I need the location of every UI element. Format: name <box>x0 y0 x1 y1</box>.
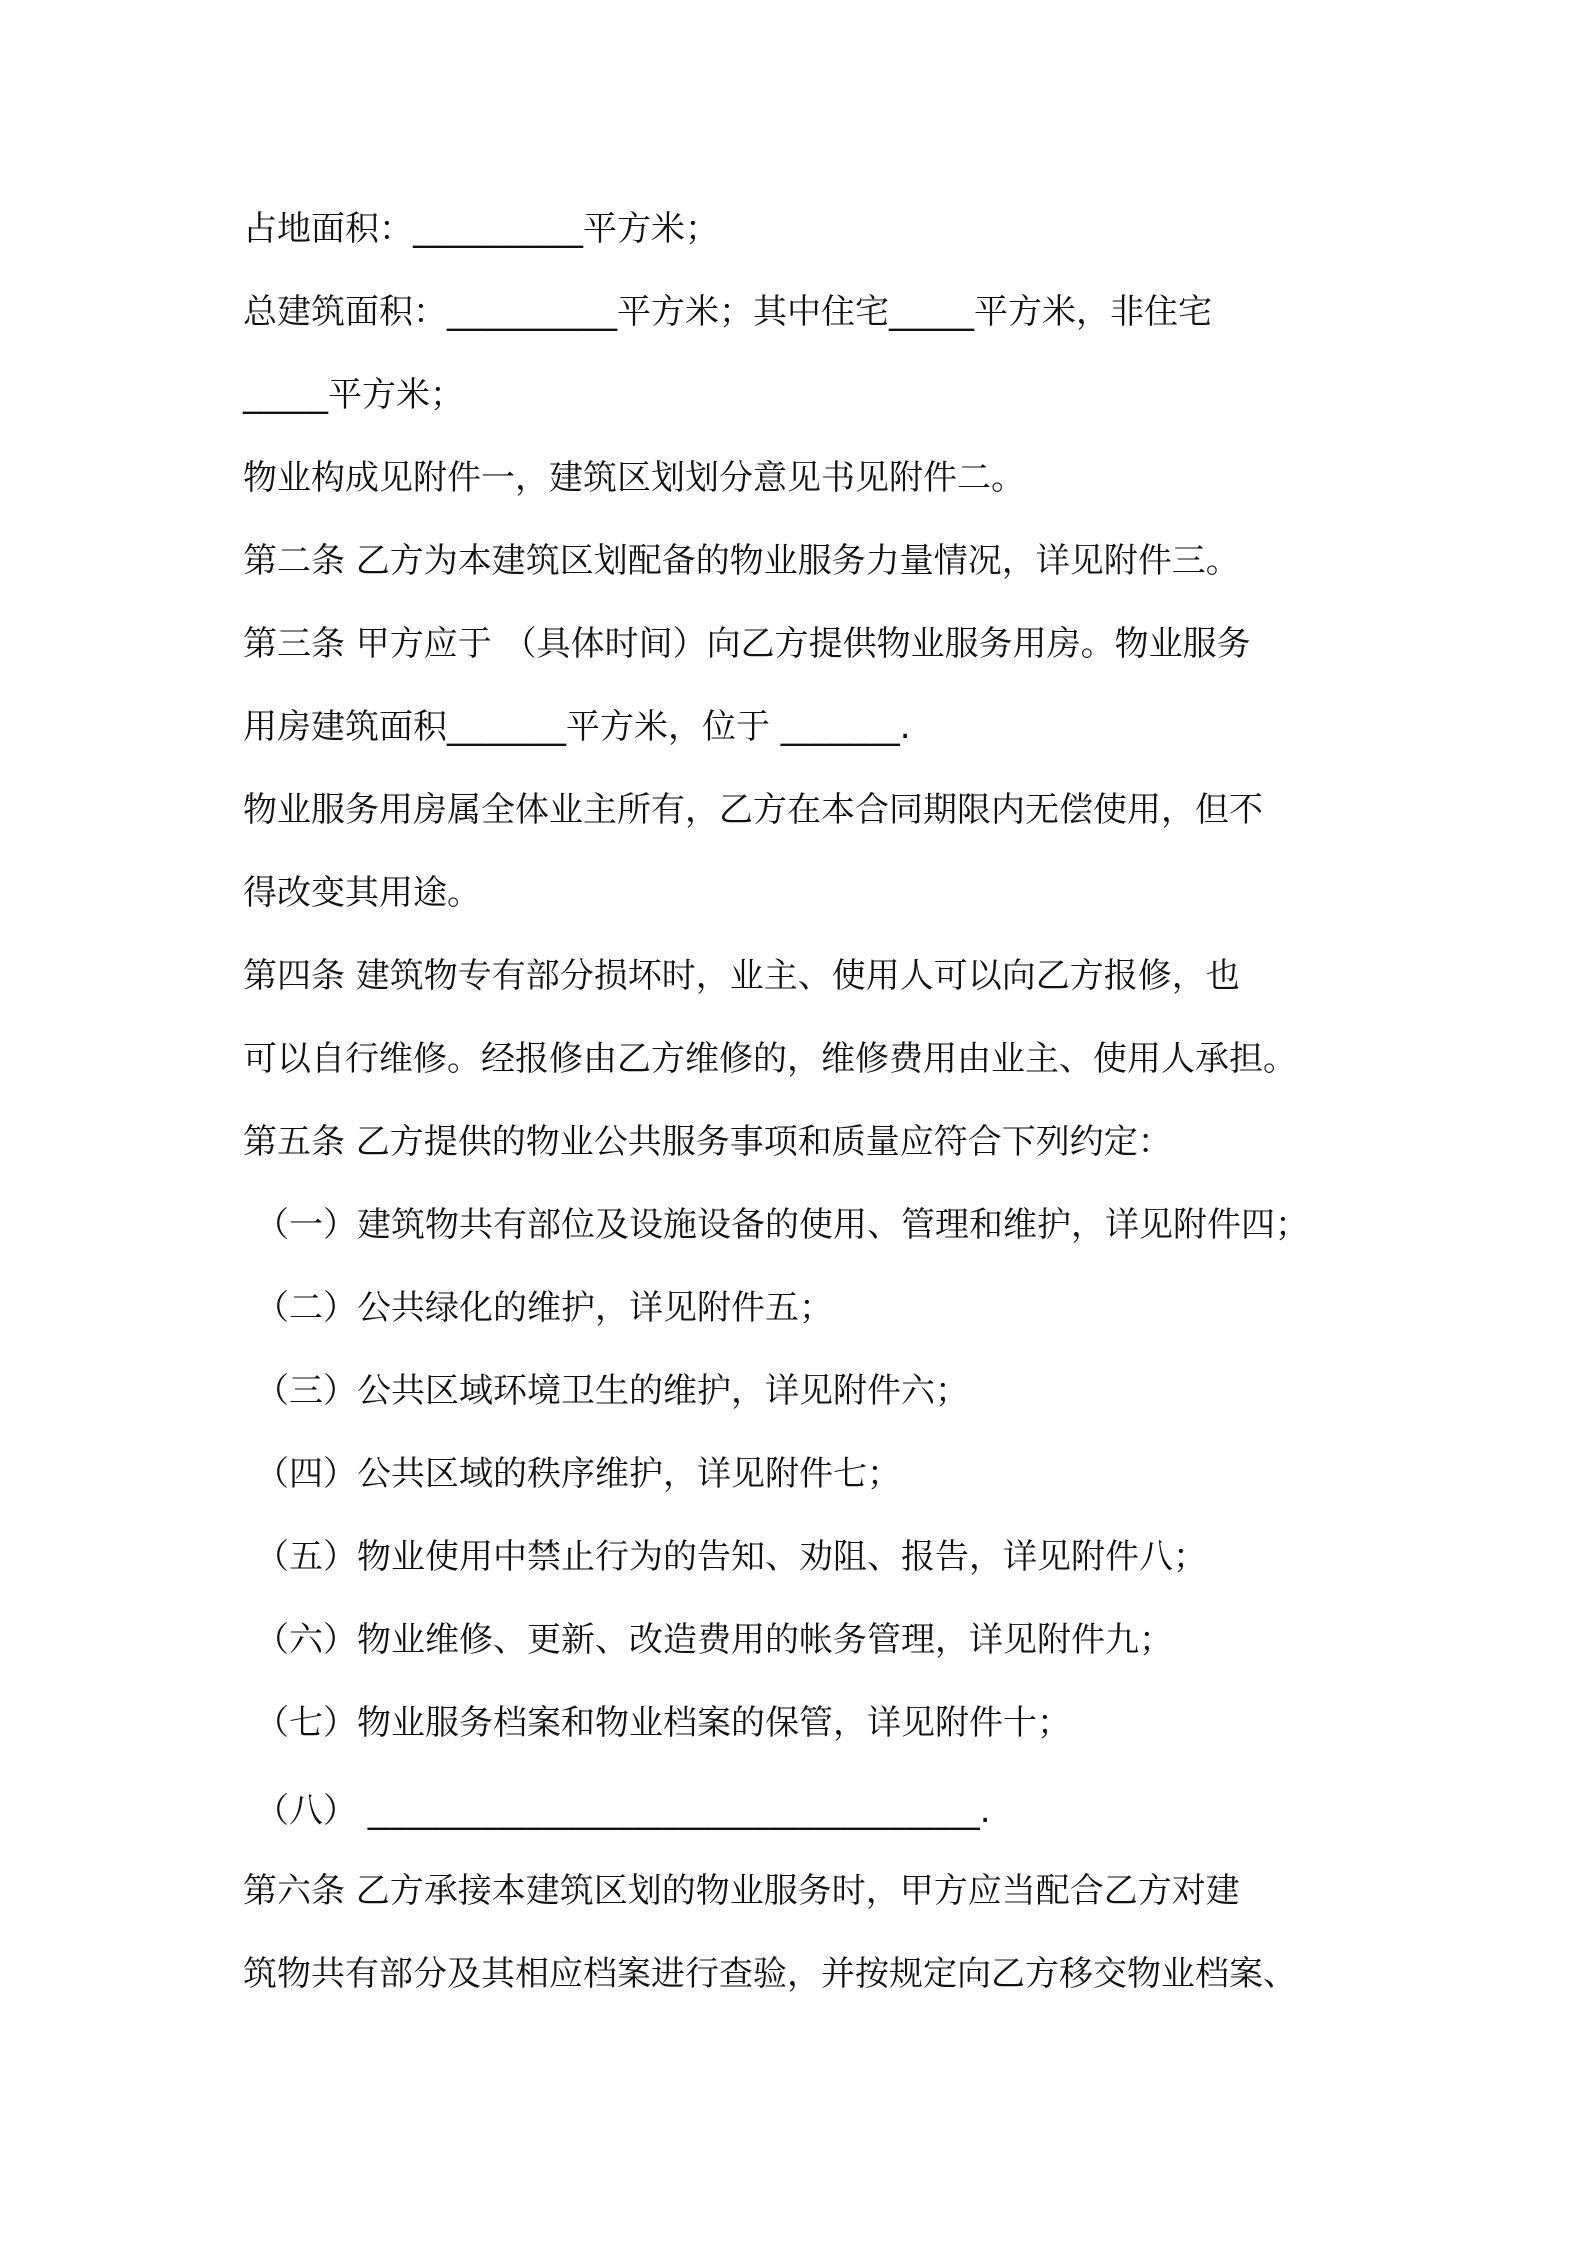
list-item-7: （七）物业服务档案和物业档案的保管，详见附件十； <box>255 1703 1071 1743</box>
list-item-2: （二）公共绿化的维护，详见附件五； <box>255 1288 833 1328</box>
text-line-article-5: 第五条 乙方提供的物业公共服务事项和质量应符合下列约定： <box>243 1122 1172 1162</box>
text-line-service-room-ownership-cont: 得改变其用途。 <box>243 873 481 913</box>
text-line-article-4: 第四条 建筑物专有部分损坏时，业主、使用人可以向乙方报修，也 <box>243 956 1240 996</box>
text-line-article-6: 第六条 乙方承接本建筑区划的物业服务时，甲方应当配合乙方对建 <box>243 1871 1240 1911</box>
text-line-article-2: 第二条 乙方为本建筑区划配备的物业服务力量情况，详见附件三。 <box>243 541 1240 581</box>
list-item-8: （八） ____________________________________. <box>255 1791 991 1831</box>
text-line-article-4-cont: 可以自行维修。经报修由乙方维修的，维修费用由业主、使用人承担。 <box>243 1039 1297 1079</box>
list-item-6: （六）物业维修、更新、改造费用的帐务管理，详见附件九； <box>255 1620 1173 1660</box>
text-line-article-6-cont: 筑物共有部分及其相应档案进行查验，并按规定向乙方移交物业档案、 <box>243 1954 1297 1994</box>
text-line-nonresidential-area: _____平方米； <box>243 375 464 415</box>
text-line-property-composition: 物业构成见附件一，建筑区划划分意见书见附件二。 <box>243 458 1025 498</box>
list-item-1: （一）建筑物共有部位及设施设备的使用、管理和维护，详见附件四； <box>255 1205 1309 1245</box>
list-item-3: （三）公共区域环境卫生的维护，详见附件六； <box>255 1371 969 1411</box>
text-line-service-room-ownership: 物业服务用房属全体业主所有，乙方在本合同期限内无偿使用，但不 <box>243 790 1263 830</box>
text-line-building-area: 总建筑面积：__________平方米；其中住宅_____平方米，非住宅 <box>243 292 1212 332</box>
text-line-article-3-cont: 用房建筑面积_______平方米，位于 _______. <box>243 707 911 747</box>
list-item-4: （四）公共区域的秩序维护，详见附件七； <box>255 1454 901 1494</box>
list-item-5: （五）物业使用中禁止行为的告知、劝阻、报告，详见附件八； <box>255 1537 1207 1577</box>
text-line-article-3: 第三条 甲方应于 （具体时间）向乙方提供物业服务用房。物业服务 <box>243 624 1251 664</box>
text-line-land-area: 占地面积：__________平方米； <box>243 209 719 249</box>
